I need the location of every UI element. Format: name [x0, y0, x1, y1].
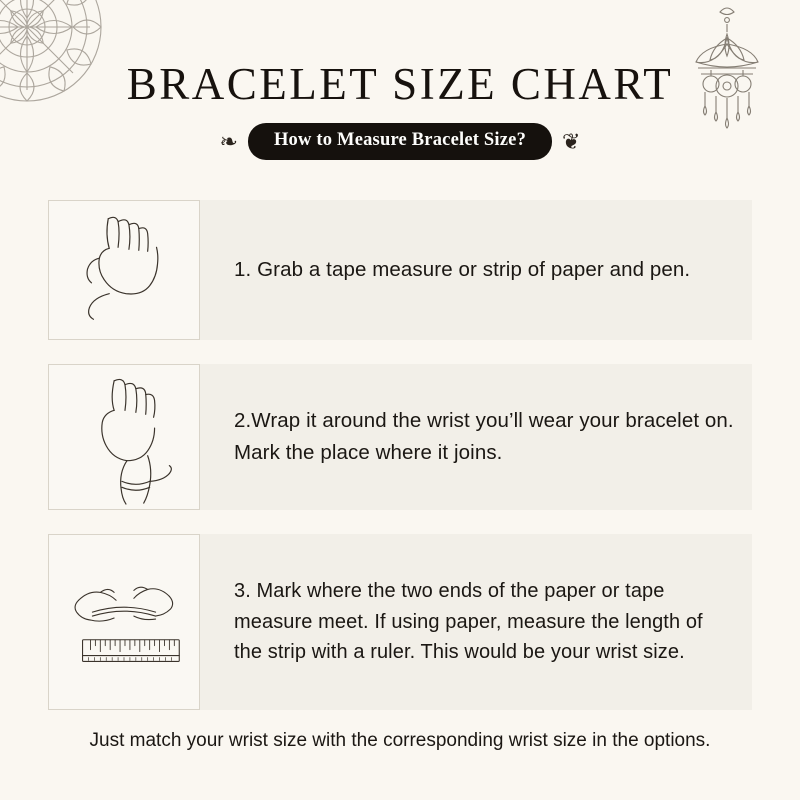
- list-item: [48, 534, 752, 710]
- list-item: [48, 200, 752, 340]
- step-2-illustration: [48, 364, 200, 510]
- hand-with-tape-wrapped-around-wrist-icon: [49, 365, 199, 509]
- flourish-right-icon: ❦: [562, 128, 581, 154]
- step-3-text: 3. Mark where the two ends of the paper or tape measure meet. If using paper, measure the length of the strip with a ruler. This would be your wrist size.: [234, 580, 703, 664]
- step-1-text: 1. Grab a tape measure or strip of paper and pen.: [234, 258, 691, 282]
- steps-list: [48, 200, 752, 734]
- subtitle-pill: How to Measure Bracelet Size?: [248, 123, 552, 160]
- step-3-illustration: [48, 534, 200, 710]
- footer-note: Just match your wrist size with the corresponding wrist size in the options.: [89, 730, 711, 751]
- step-2-text: 2.Wrap it around the wrist you’ll wear your bracelet on. Mark the place where it joins.: [234, 409, 734, 464]
- step-1-illustration: [48, 200, 200, 340]
- page-title: BRACELET SIZE CHART: [126, 59, 674, 109]
- flourish-left-icon: ❧: [219, 128, 238, 154]
- list-item: [48, 364, 752, 510]
- subtitle-bar: [0, 123, 800, 160]
- two-hands-measuring-strip-with-ruler-icon: [49, 535, 199, 709]
- hand-fist-with-tape-line-icon: [49, 201, 199, 339]
